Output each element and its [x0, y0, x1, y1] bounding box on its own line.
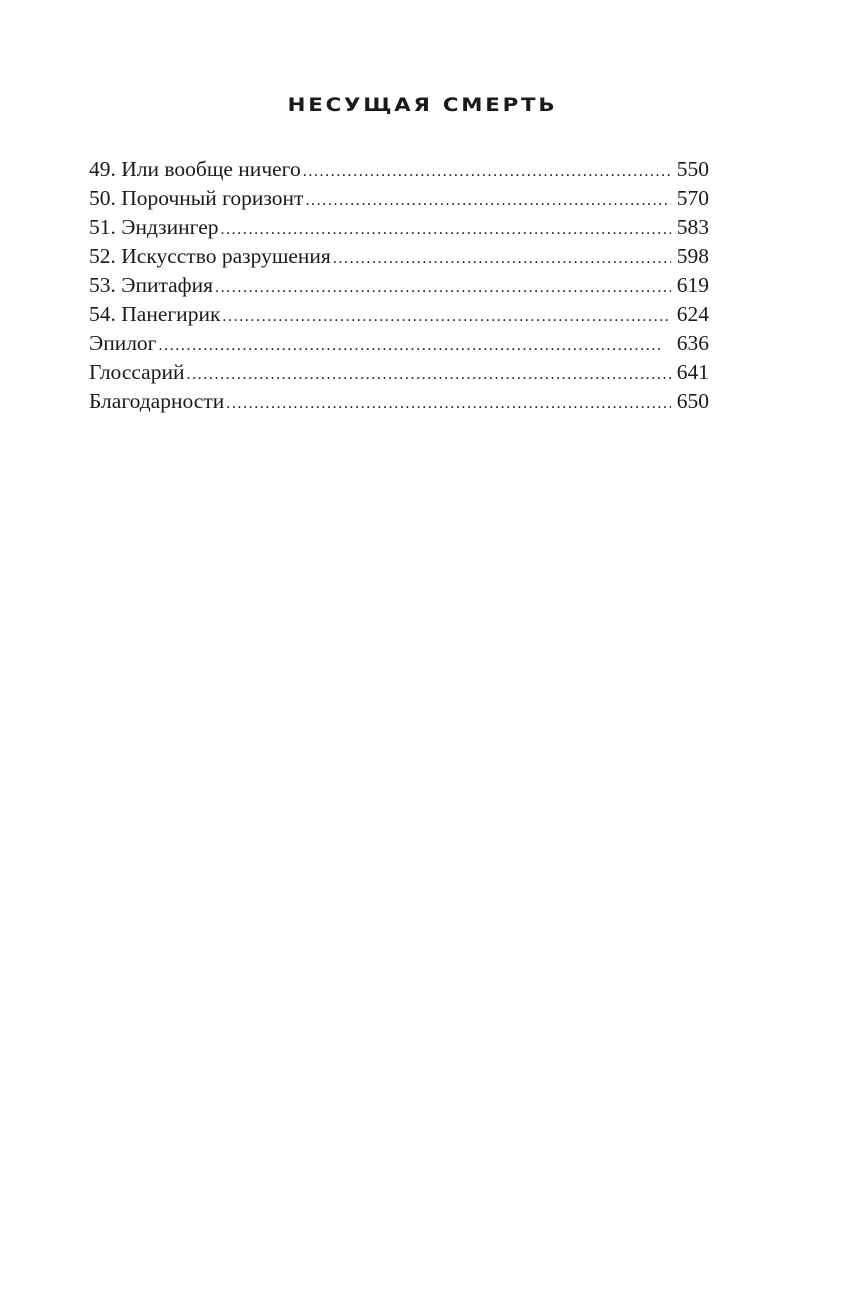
toc-entry-page: 641: [676, 360, 709, 384]
toc-entry-title: 53. Эпитафия: [89, 273, 213, 297]
dot-leader: [222, 302, 670, 329]
table-of-contents: [89, 155, 709, 416]
toc-entry: [89, 271, 709, 300]
toc-entry-page: 619: [676, 273, 709, 297]
dot-leader: [220, 215, 670, 242]
dot-leader: [333, 244, 671, 271]
dot-leader: [159, 331, 671, 358]
toc-entry-page: 650: [676, 389, 709, 413]
toc-entry-page: 624: [676, 302, 709, 326]
running-header: НЕСУЩАЯ СМЕРТЬ: [287, 94, 558, 116]
toc-entry-title: 54. Панегирик: [89, 302, 221, 326]
toc-entry-title: Благодарности: [89, 389, 225, 413]
dot-leader: [305, 186, 670, 213]
toc-entry-title: Глоссарий: [89, 360, 185, 384]
toc-entry: [89, 184, 709, 213]
toc-entry: [89, 358, 709, 387]
toc-entry: [89, 300, 709, 329]
dot-leader: [186, 360, 670, 387]
toc-entry: [89, 387, 709, 416]
toc-entry-title: 49. Или вообще ничего: [89, 157, 301, 181]
toc-entry: [89, 213, 709, 242]
dot-leader: [303, 157, 671, 184]
toc-entry-page: 583: [676, 215, 709, 239]
toc-entry: [89, 329, 709, 358]
dot-leader: [215, 273, 671, 300]
toc-entry-title: 51. Эндзингер: [89, 215, 219, 239]
dot-leader: [226, 389, 671, 416]
toc-entry-title: 50. Порочный горизонт: [89, 186, 304, 210]
toc-entry: [89, 242, 709, 271]
toc-entry: [89, 155, 709, 184]
toc-entry-title: 52. Искусство разрушения: [89, 244, 331, 268]
toc-entry-page: 636: [676, 331, 709, 355]
toc-entry-page: 598: [676, 244, 709, 268]
toc-entry-page: 550: [676, 157, 709, 181]
toc-entry-page: 570: [676, 186, 709, 210]
toc-entry-title: Эпилог: [89, 331, 157, 355]
